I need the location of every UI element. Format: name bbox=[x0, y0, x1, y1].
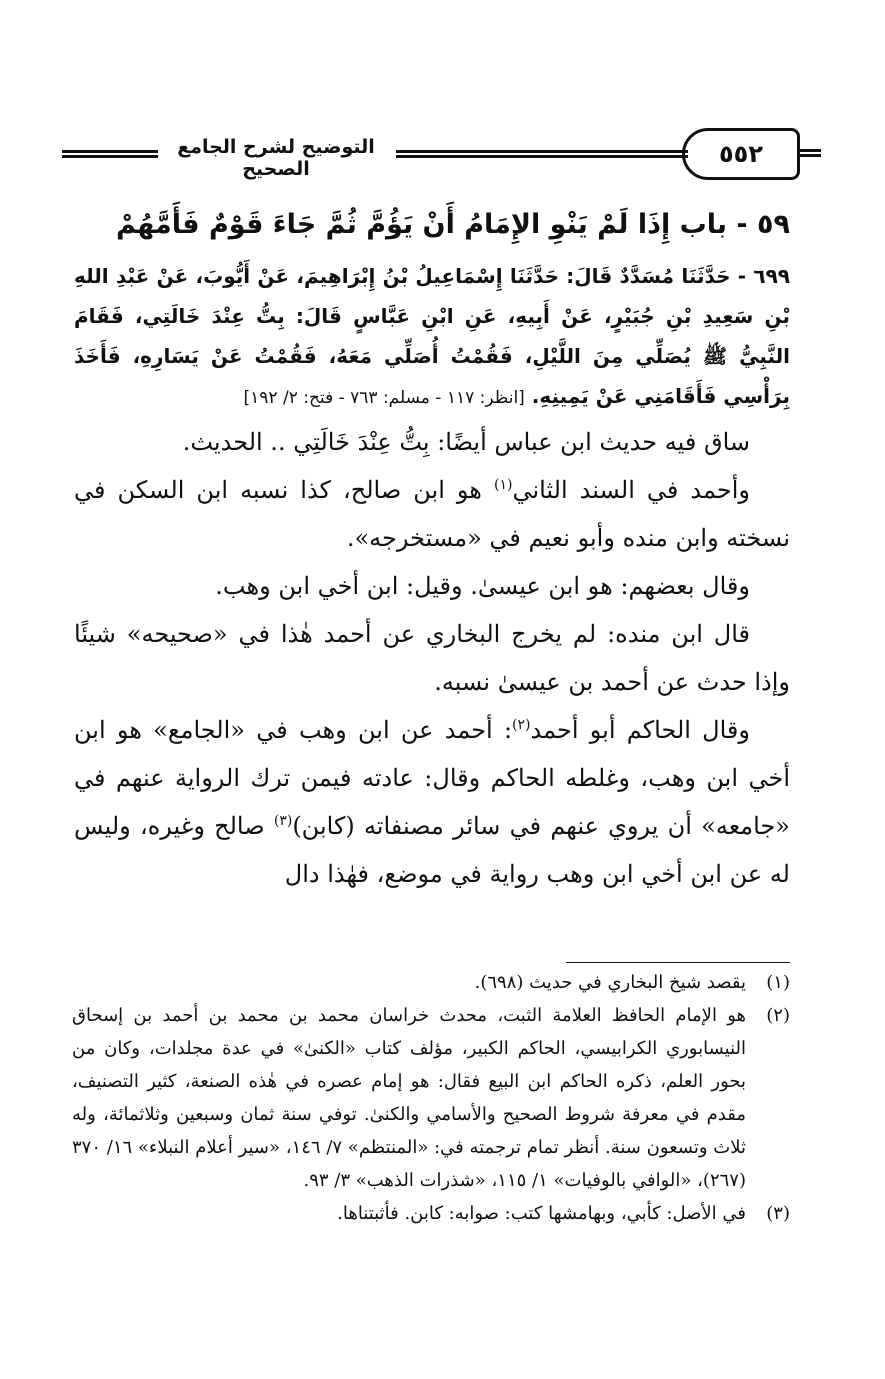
paragraph-3: وقال بعضهم: هو ابن عيسىٰ. وقيل: ابن أخي ابن وهب. bbox=[215, 572, 750, 600]
paragraph-5-text-c: صالح وغيره، وليس له عن ابن أخي ابن وهب رواية في موضع، فهٰذا دال bbox=[74, 812, 790, 888]
footnote-ref-3[interactable]: (٣) bbox=[273, 813, 293, 829]
header-rule-left bbox=[62, 150, 158, 158]
hadith-body: ٦٩٩ - حَدَّثَنَا مُسَدَّدٌ قَالَ: حَدَّثَنَا إِسْمَاعِيلُ بْنُ إِبْرَاهِيمَ، عَنْ أَيُّوبَ، عَنْ عَبْدِ اللهِ بْنِ سَعِيدِ بْنِ جُبَيْرٍ، عَنْ أَبِيهِ، عَنِ ابْنِ عَبَّاسٍ قَالَ: بِتُّ عِنْدَ خَالَتِي، فَقَامَ النَّبِيُّ ﷺ يُصَلِّي مِنَ اللَّيْلِ، فَقُمْتُ أُصَلِّي مَعَهُ، فَقُمْتُ عَنْ يَسَارِهِ، فَأَخَذَ بِرَأْسِي فَأَقَامَنِي عَنْ يَمِينِهِ. bbox=[74, 264, 790, 408]
footnote-text: في الأصل: كأبي، وبهامشها كتب: صوابه: كابن. فأثبتناها. bbox=[337, 1203, 746, 1224]
paragraph-5 bbox=[74, 706, 790, 898]
footnote-separator bbox=[566, 962, 790, 963]
footnote-text: هو الإمام الحافظ العلامة الثبت، محدث خراسان محمد بن محمد بن أحمد بن إسحاق النيسابوري الكرابيسي، الحاكم الكبير، مؤلف كتاب «الكنىٰ» في عدة مجلدات، وكان من بحور العلم، ذكره الحاكم ابن البيع فقال: هو إمام عصره في هٰذه الصنعة، كثير التصنيف، مقدم في معرفة شروط الصحيح والأسامي والكنىٰ. توفي سنة ثمان وسبعين وثلاثمائة، وله ثلاث وتسعون سنة. أنظر تمام ترجمته في: «المنتظم» ٧/ ١٤٦، «سير أعلام النبلاء» ١٦/ ٣٧٠ (٢٦٧)، «الوافي بالوفيات» ١/ ١١٥، «شذرات الذهب» ٣/ ٩٣. bbox=[72, 1005, 746, 1191]
main-text bbox=[74, 200, 790, 898]
paragraph-5-text-b: : أحمد عن ابن وهب في «الجامع» هو ابن أخي ابن وهب، وغلطه الحاكم وقال: عادته فيمن ترك الرواية عنهم في «جامعه» أن يروي عنهم في سائر مصنفاته (كابن) bbox=[74, 716, 790, 840]
footnote-3 bbox=[72, 1197, 790, 1230]
footnote-2 bbox=[72, 999, 790, 1197]
chapter-title: ٥٩ - باب إِذَا لَمْ يَنْوِ الإِمَامُ أَنْ يَؤُمَّ ثُمَّ جَاءَ قَوْمٌ فَأَمَّهُمْ bbox=[116, 209, 790, 240]
page-number: ٥٥٢ bbox=[682, 128, 800, 180]
paragraph-5-text-a: وقال الحاكم أبو أحمد bbox=[530, 716, 750, 744]
paragraph-2-text-b: هو ابن صالح، كذا نسبه ابن السكن في نسخته وابن منده وأبو نعيم في «مستخرجه». bbox=[74, 476, 790, 552]
footnote-number: (١) bbox=[766, 972, 790, 993]
footnote-1 bbox=[72, 966, 790, 999]
footnote-ref-2[interactable]: (٢) bbox=[512, 717, 531, 733]
hadith-text bbox=[74, 256, 790, 418]
footnote-number: (٢) bbox=[766, 1005, 790, 1026]
hadith-reference: [انظر: ١١٧ - مسلم: ٧٦٣ - فتح: ٢/ ١٩٢] bbox=[243, 388, 525, 408]
paragraph-2-text-a: وأحمد في السند الثاني bbox=[512, 476, 750, 504]
paragraph-1: ساق فيه حديث ابن عباس أيضًا: بِتُّ عِنْدَ خَالَتِي .. الحديث. bbox=[182, 428, 750, 456]
running-header bbox=[62, 128, 800, 184]
running-title: التوضيح لشرح الجامع الصحيح bbox=[177, 136, 375, 180]
footnotes bbox=[72, 966, 790, 1230]
footnote-text: يقصد شيخ البخاري في حديث (٦٩٨). bbox=[474, 972, 746, 993]
footnote-ref-1[interactable]: (١) bbox=[493, 477, 513, 493]
footnote-number: (٣) bbox=[766, 1203, 790, 1224]
paragraph-2 bbox=[74, 466, 790, 562]
header-rule-middle bbox=[396, 150, 688, 158]
paragraph-4: قال ابن منده: لم يخرج البخاري عن أحمد هٰذا في «صحيحه» شيئًا وإذا حدث عن أحمد بن عيسىٰ نسبه. bbox=[74, 620, 790, 696]
